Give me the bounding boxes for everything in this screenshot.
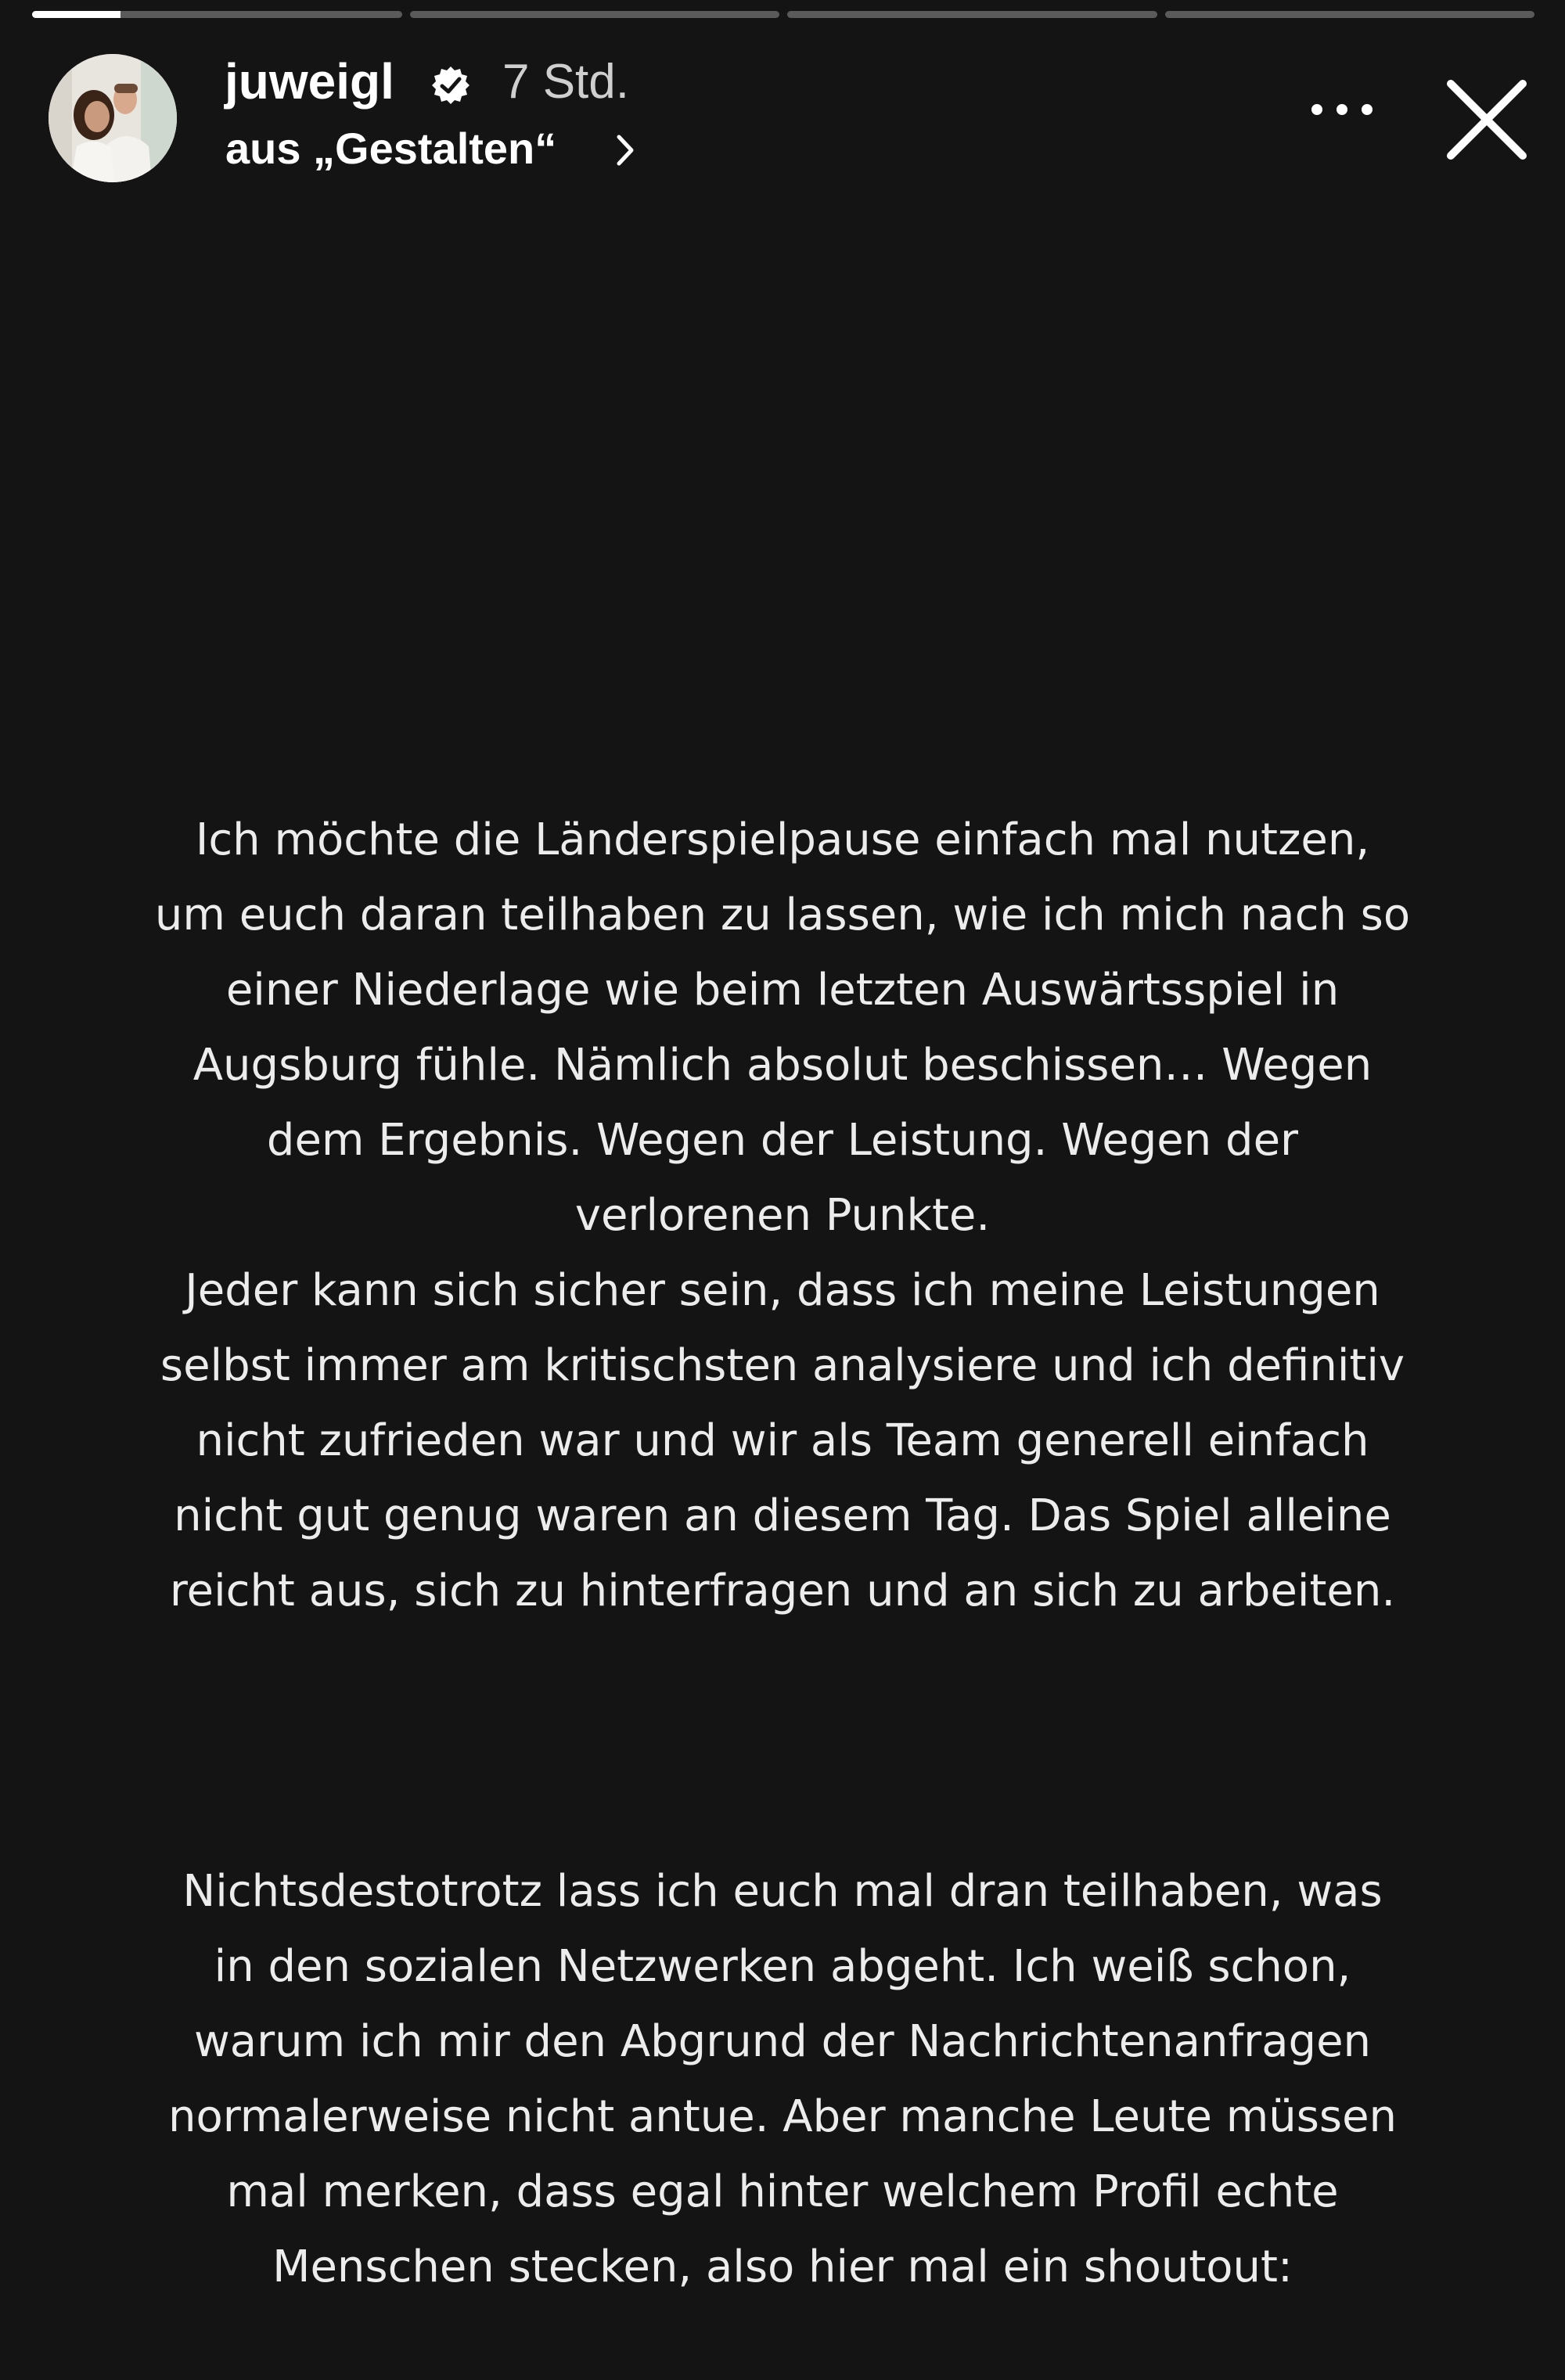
story-header <box>47 51 1534 188</box>
progress-segment-4 <box>1165 11 1535 18</box>
avatar[interactable] <box>49 54 177 182</box>
story-paragraph-2: Nichtsdestotrotz lass ich euch mal dran teilhaben, was in den sozialen Netzwerken abgeht. Ich weiß schon, warum ich mir den Abgrund der Nachrichtenanfragen normalerweise nicht antue. Aber manche Leute müssen mal merken, dass egal hinter welchem Profil echte Menschen stecken, also hier mal ein shoutout: <box>167 1866 1398 2292</box>
story-paragraph-1: Ich möchte die Länderspielpause einfach mal nutzen, um euch daran teilhaben zu lassen, wie ich mich nach so einer Niederlage wie beim letzten Auswärtsspiel in Augsburg fühle. Nämlich absolut beschissen… Wegen dem Ergebnis. Wegen der Leistung. Wegen der verlorenen Punkte. Jeder kann sich sicher sein, dass ich meine Leistungen selbst immer am kritischsten analysiere und ich definitiv nicht zufrieden war und wir als Team generell einfach nicht gut genug waren an diesem Tag. Das Spiel alleine reicht aus, sich zu hinterfragen und an sich zu arbeiten. <box>154 814 1411 1616</box>
progress-segment-2 <box>410 11 780 18</box>
more-horizontal-icon[interactable] <box>1287 90 1397 129</box>
avatar-photo <box>49 54 177 182</box>
story-progress-bar <box>32 11 1534 19</box>
close-icon[interactable] <box>1440 73 1534 167</box>
progress-segment-3 <box>787 11 1157 18</box>
username[interactable]: juweigl <box>225 53 394 110</box>
story-text <box>47 728 1518 2380</box>
progress-segment-1 <box>32 11 402 18</box>
progress-fill-1 <box>32 11 121 18</box>
verified-badge-icon <box>430 65 471 106</box>
paragraph-gap <box>47 1704 1518 1779</box>
story-source-link[interactable]: aus „Gestalten“ <box>225 124 557 173</box>
chevron-right-icon[interactable] <box>612 131 639 170</box>
post-time: 7 Std. <box>502 55 629 109</box>
